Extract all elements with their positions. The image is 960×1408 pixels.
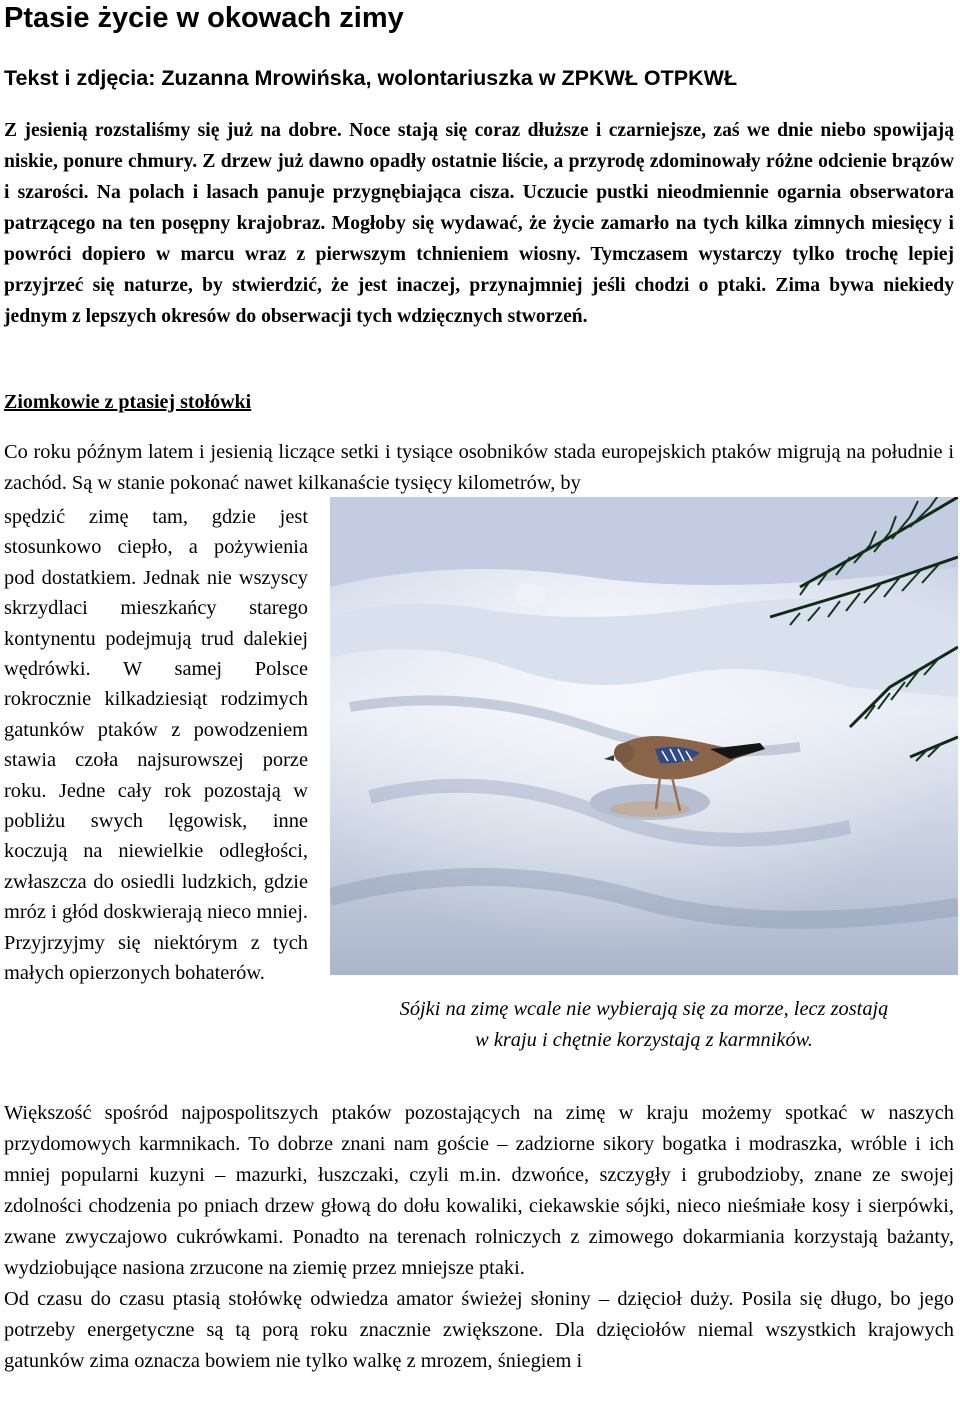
paragraph-feeders: Większość spośród najpospolitszych ptaków pozostających na zimę w kraju możemy spotkać w naszych przydomowych karmnikach. To dobrze znani nam goście – zadziorne sikory bogatka i modraszka, wróble i ich mniej popularni kuzyni – mazurki, łuszczaki, czyli m.in. dzwońce, szczygły i grubodzioby, znane ze swojej zdolności chodzenia po pniach drzew głową do dołu kowaliki, ciekawskie sójki, nieco nieśmiałe kosy i sierpówki, zwane zwyczajowo cukrówkami. Ponadto na terenach rolniczych z zimowego dokarmiania korzystają bażanty, wydziobujące nasiona zrzucone na ziemię przez mniejsze ptaki.	[4, 1102, 954, 1279]
paragraph-woodpecker: Od czasu do czasu ptasią stołówkę odwiedza amator świeżej słoniny – dzięcioł duży. Posila się długo, bo jego potrzeby energetyczne są tą porą roku znacznie zwiększone. Dla dzięciołów niemal wszystkich krajowych gatunków zima oznacza bowiem nie tylko walkę z mrozem, śniegiem i	[4, 1288, 954, 1372]
article-title: Ptasie życie w okowach zimy	[4, 2, 404, 34]
section-heading: Ziomkowie z ptasiej stołówki	[4, 391, 252, 413]
photo-illustration	[330, 497, 958, 975]
author-line: Tekst i zdjęcia: Zuzanna Mrowińska, wolontariuszka w ZPKWŁ OTPKWŁ	[4, 66, 738, 90]
figure	[330, 497, 958, 1067]
photo-caption-line-2: w kraju i chętnie korzystają z karmników.	[475, 1029, 813, 1051]
photo-caption-line-1: Sójki na zimę wcale nie wybierają się za morze, lecz zostają	[399, 998, 889, 1020]
jay-in-snow-photo	[330, 497, 958, 975]
paragraph-full-width: Co roku późnym latem i jesienią liczące setki i tysiące osobników stada europejskich ptaków migrują na południe i zachód. Są w stanie pokonać nawet kilkanaście tysięcy kilometrów, by	[4, 441, 954, 494]
photo-caption	[330, 994, 958, 1056]
body-continuation	[4, 1098, 954, 1377]
paragraph-left-column: spędzić zimę tam, gdzie jest stosunkowo ciepło, a pożywienia pod dostatkiem. Jednak nie wszyscy skrzydlaci mieszkańcy starego kontynentu podejmują trud dalekiej wędrówki. W samej Polsce rokrocznie kilkadziesiąt rodzimych gatunków ptaków z powodzeniem stawia czoła najsurowszej porze roku. Jedne cały rok pozostają w pobliżu swych lęgowisk, inne koczują na niewielkie odległości, zwłaszcza do osiedli ludzkich, gdzie mróz i głód doskwierają nieco mniej. Przyjrzyjmy się niektórym z tych małych opierzonych bohaterów.	[4, 506, 308, 985]
intro-paragraph: Z jesienią rozstaliśmy się już na dobre. Noce stają się coraz dłuższe i czarniejsze, zaś we dnie niebo spowijają niskie, ponure chmury. Z drzew już dawno opadły ostatnie liście, a przyrodę zdominowały różne odcienie brązów i szarości. Na polach i lasach panuje przygnębiająca cisza. Uczucie pustki nieodmiennie ogarnia obserwatora patrzącego na ten posępny krajobraz. Mogłoby się wydawać, że życie zamarło na tych kilka zimnych miesięcy i powróci dopiero w marcu wraz z pierwszym tchnieniem wiosny. Tymczasem wystarczy tylko trochę lepiej przyjrzeć się naturze, by stwierdzić, że jest inaczej, przynajmniej jeśli chodzi o ptaki. Zima bywa niekiedy jednym z lepszych okresów do obserwacji tych wdzięcznych stworzeń.	[4, 120, 954, 327]
